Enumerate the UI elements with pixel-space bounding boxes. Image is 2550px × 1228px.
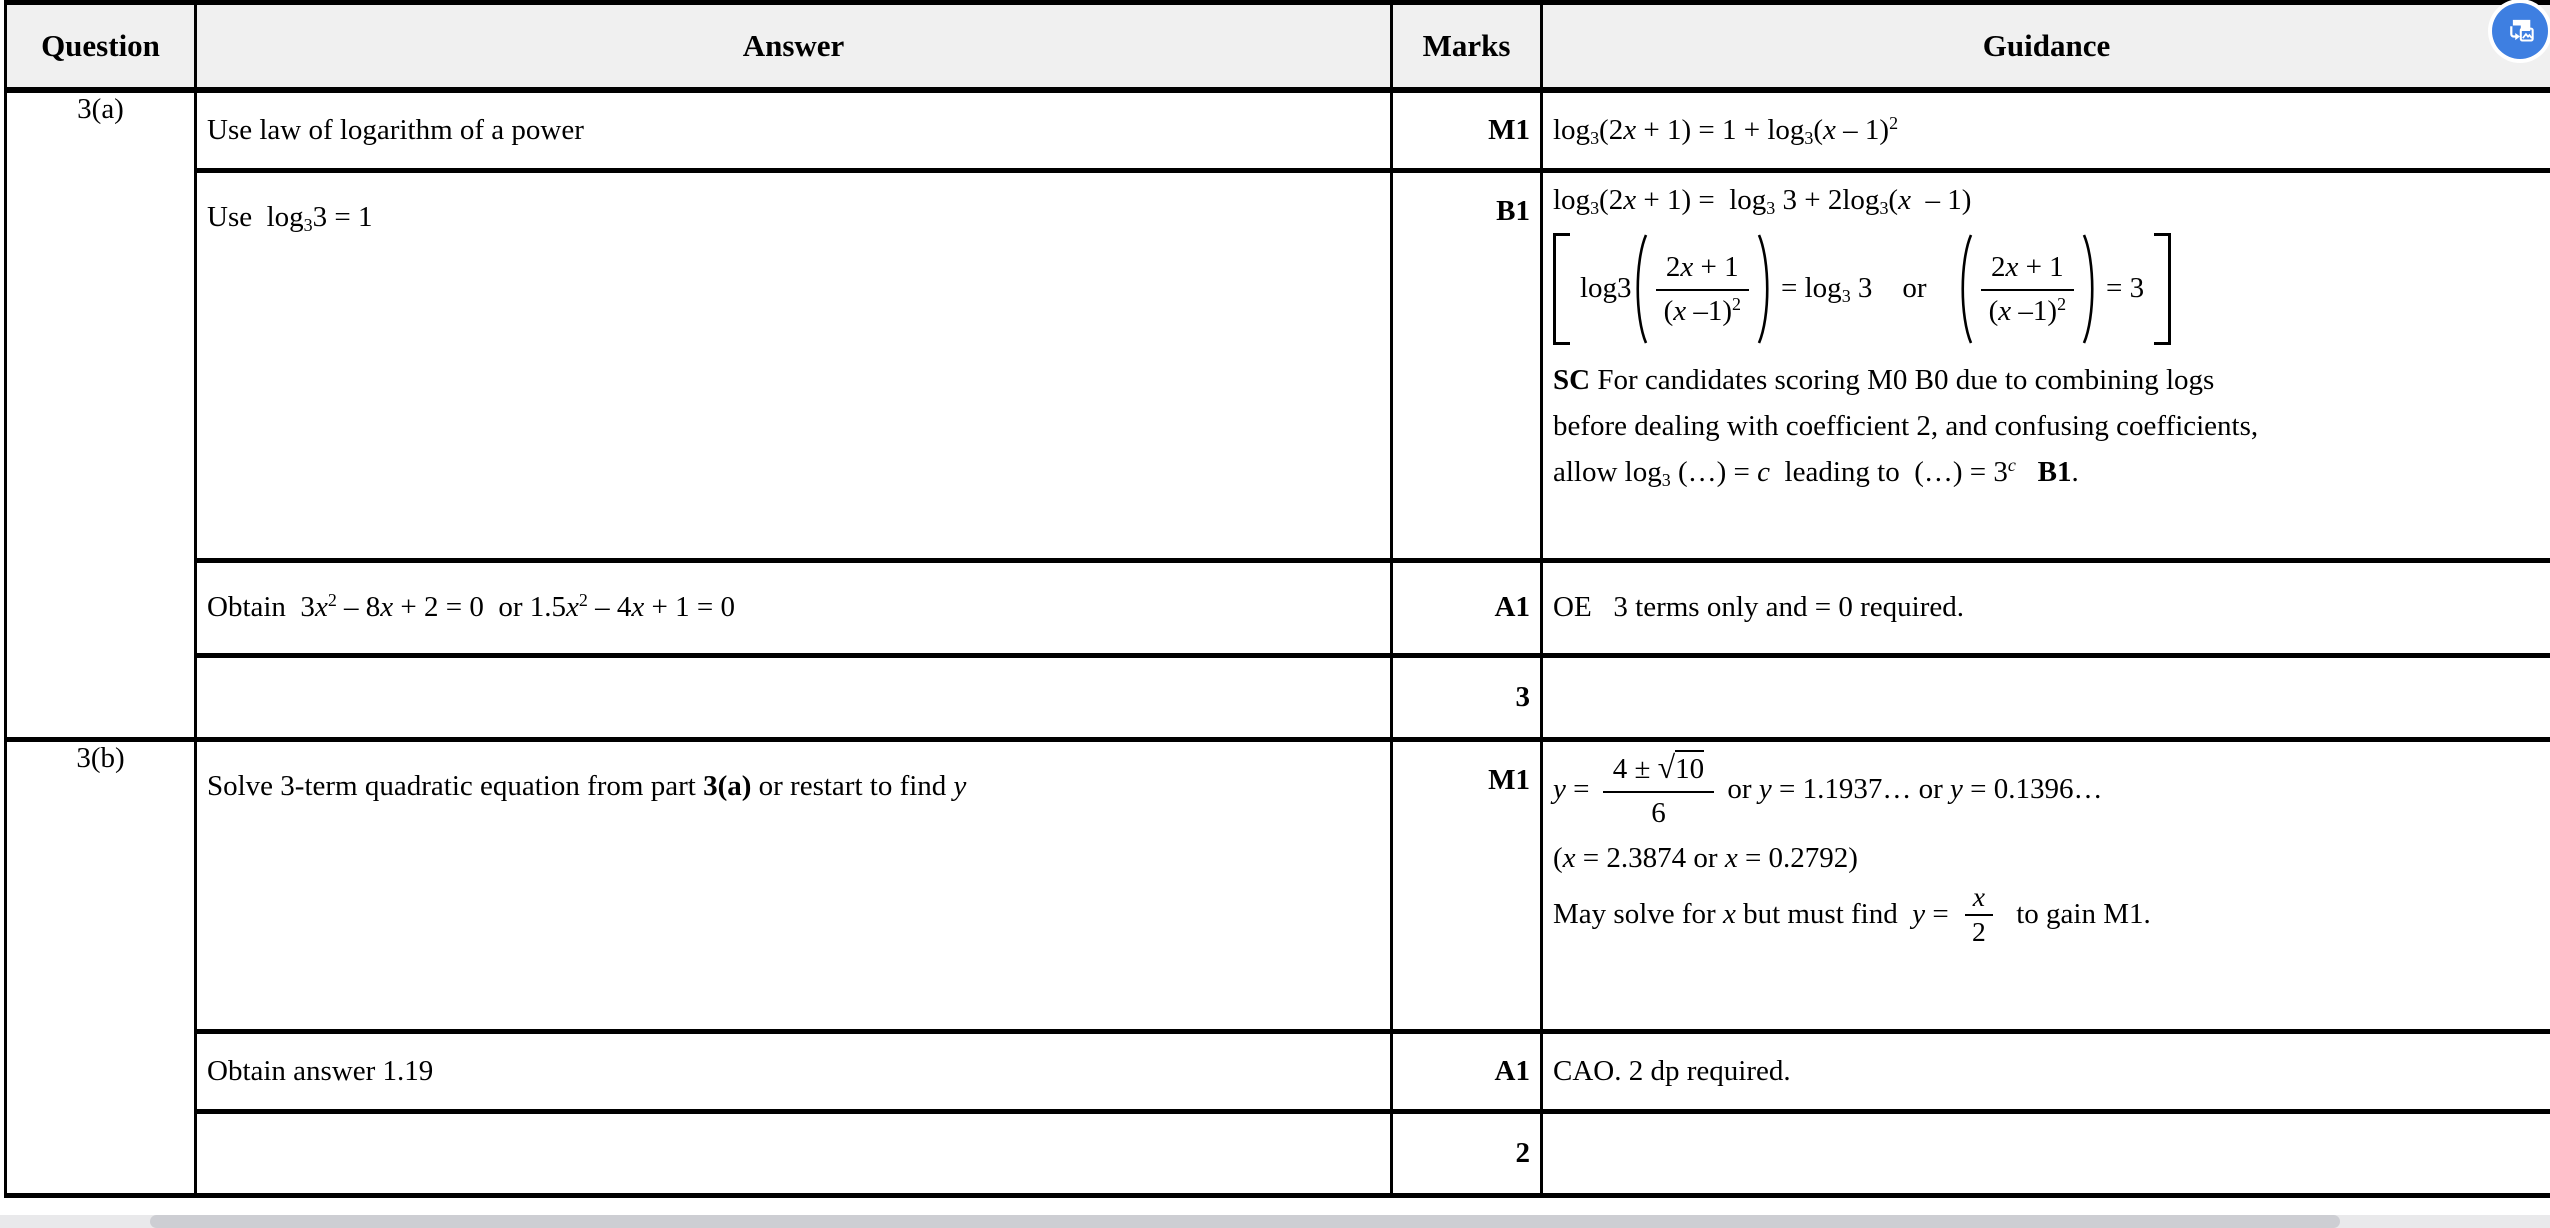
bracketed-alternative-equation [1553,233,2540,345]
answer-cell [196,90,1392,170]
col-header-marks: Marks [1392,3,1542,91]
fraction-numerator: 4 ± √10 [1603,748,1714,794]
answer-cell-empty [196,1111,1392,1195]
col-header-guidance: Guidance [1542,3,2550,91]
marks-total: 3 [1515,680,1530,713]
special-case-note: SC For candidates scoring M0 B0 due to combining logs before dealing with coefficient 2, and confusing coefficients, allow $\log_3$ (…) = c leading to (…) = $3^c$ B1. [1553,363,2259,491]
table-row [6,739,2550,1031]
x-values-note: (x = 2.3874 or x = 0.2792) [1553,841,1858,874]
guidance-formula: $\log_3(2x + 1) = \log_3 3 + 2\log_3(x - 1)$ [1553,183,1972,218]
fraction [1654,249,1751,329]
answer-text: Obtain $3x^2 - 8x + 2 = 0$ or $1.5x^2 - 4x + 1 = 0$ [207,590,735,623]
right-paren [2082,233,2098,345]
equation-end: = 3 [2106,272,2145,305]
guidance-cell-empty [1542,1111,2550,1195]
left-square-bracket [1553,233,1570,345]
guidance-formula: $\log_3(2x + 1) = 1 + \log_3(x - 1)^2$ [1553,112,1899,148]
horizontal-scrollbar-thumb[interactable] [150,1215,2340,1228]
answer-cell [196,739,1392,1031]
solution-equation [1553,748,2540,831]
guidance-text: CAO. 2 dp required. [1553,1054,1791,1087]
right-paren [1757,233,1773,345]
marks-cell [1392,170,1542,560]
fraction-denominator: 2 [1971,915,1986,947]
marks-total-cell [1392,1111,1542,1195]
equation-middle: = $\log_3 3$ [1781,272,1873,307]
marks-total-cell [1392,655,1542,739]
fraction-numerator: x [1965,883,1993,916]
answer-cell-empty [196,655,1392,739]
note-prefix: May solve for x but must find y = [1553,898,1956,930]
left-paren [1632,233,1648,345]
col-header-answer: Answer [196,3,1392,91]
answer-cell [196,560,1392,655]
guidance-cell-empty [1542,655,2550,739]
question-label: 3(a) [77,93,124,125]
marks-total: 2 [1515,1136,1530,1169]
answer-text: Obtain answer 1.19 [207,1054,434,1087]
table-row [6,170,2550,560]
note-suffix: to gain M1. [2001,898,2151,930]
fraction-denominator: (x –1)$^2$ [1988,294,2067,328]
fraction-denominator: (x –1)$^2$ [1663,294,1742,328]
fraction-numerator: 2x + 1 [1656,249,1749,291]
fraction [1979,249,2076,329]
guidance-cell [1542,1031,2550,1111]
log-prefix: log3 [1580,272,1632,305]
answer-cell [196,1031,1392,1111]
guidance-cell [1542,90,2550,170]
guidance-cell [1542,560,2550,655]
table-row [6,1031,2550,1111]
image-translate-icon[interactable] [2492,3,2548,59]
right-square-bracket [2154,233,2171,345]
guidance-cell [1542,170,2550,560]
fraction [1964,880,1994,947]
marks-cell [1392,90,1542,170]
question-cell-3b [6,739,196,1195]
table-row [6,1111,2550,1195]
answer-cell [196,170,1392,560]
equation-lhs: y = [1553,772,1597,805]
horizontal-scrollbar-track[interactable] [0,1215,2550,1228]
marks-cell [1392,560,1542,655]
left-paren [1957,233,1973,345]
guidance-cell [1542,739,2550,1031]
question-cell-3a [6,90,196,739]
fraction-denominator: 6 [1651,797,1666,830]
fraction [1603,748,1714,831]
solve-for-x-note [1553,880,2540,947]
question-label: 3(b) [76,741,125,774]
or-connector: or [1902,272,1927,305]
mark-scheme-table [4,0,2550,1198]
table-row [6,655,2550,739]
header-row [6,3,2550,91]
mark-value: A1 [1494,1054,1530,1087]
mark-value: B1 [1496,194,1530,227]
equation-tail: or y = 1.1937… or y = 0.1396… [1720,772,2103,805]
table-row [6,90,2550,170]
image-translate-glyph [2501,12,2539,50]
marks-cell [1392,1031,1542,1111]
mark-value: A1 [1494,591,1530,623]
fraction-numerator: 2x + 1 [1981,249,2074,291]
table-row [6,560,2550,655]
col-header-question: Question [6,3,196,91]
answer-text: Use $\log_33 = 1$ [207,200,373,235]
answer-text: Solve 3-term quadratic equation from part 3(a) or restart to find y [207,769,967,802]
marks-cell [1392,739,1542,1031]
mark-value: M1 [1488,763,1530,796]
mark-value: M1 [1488,113,1530,146]
answer-text: Use law of logarithm of a power [207,113,584,146]
guidance-text: OE 3 terms only and = 0 required. [1553,591,1964,623]
